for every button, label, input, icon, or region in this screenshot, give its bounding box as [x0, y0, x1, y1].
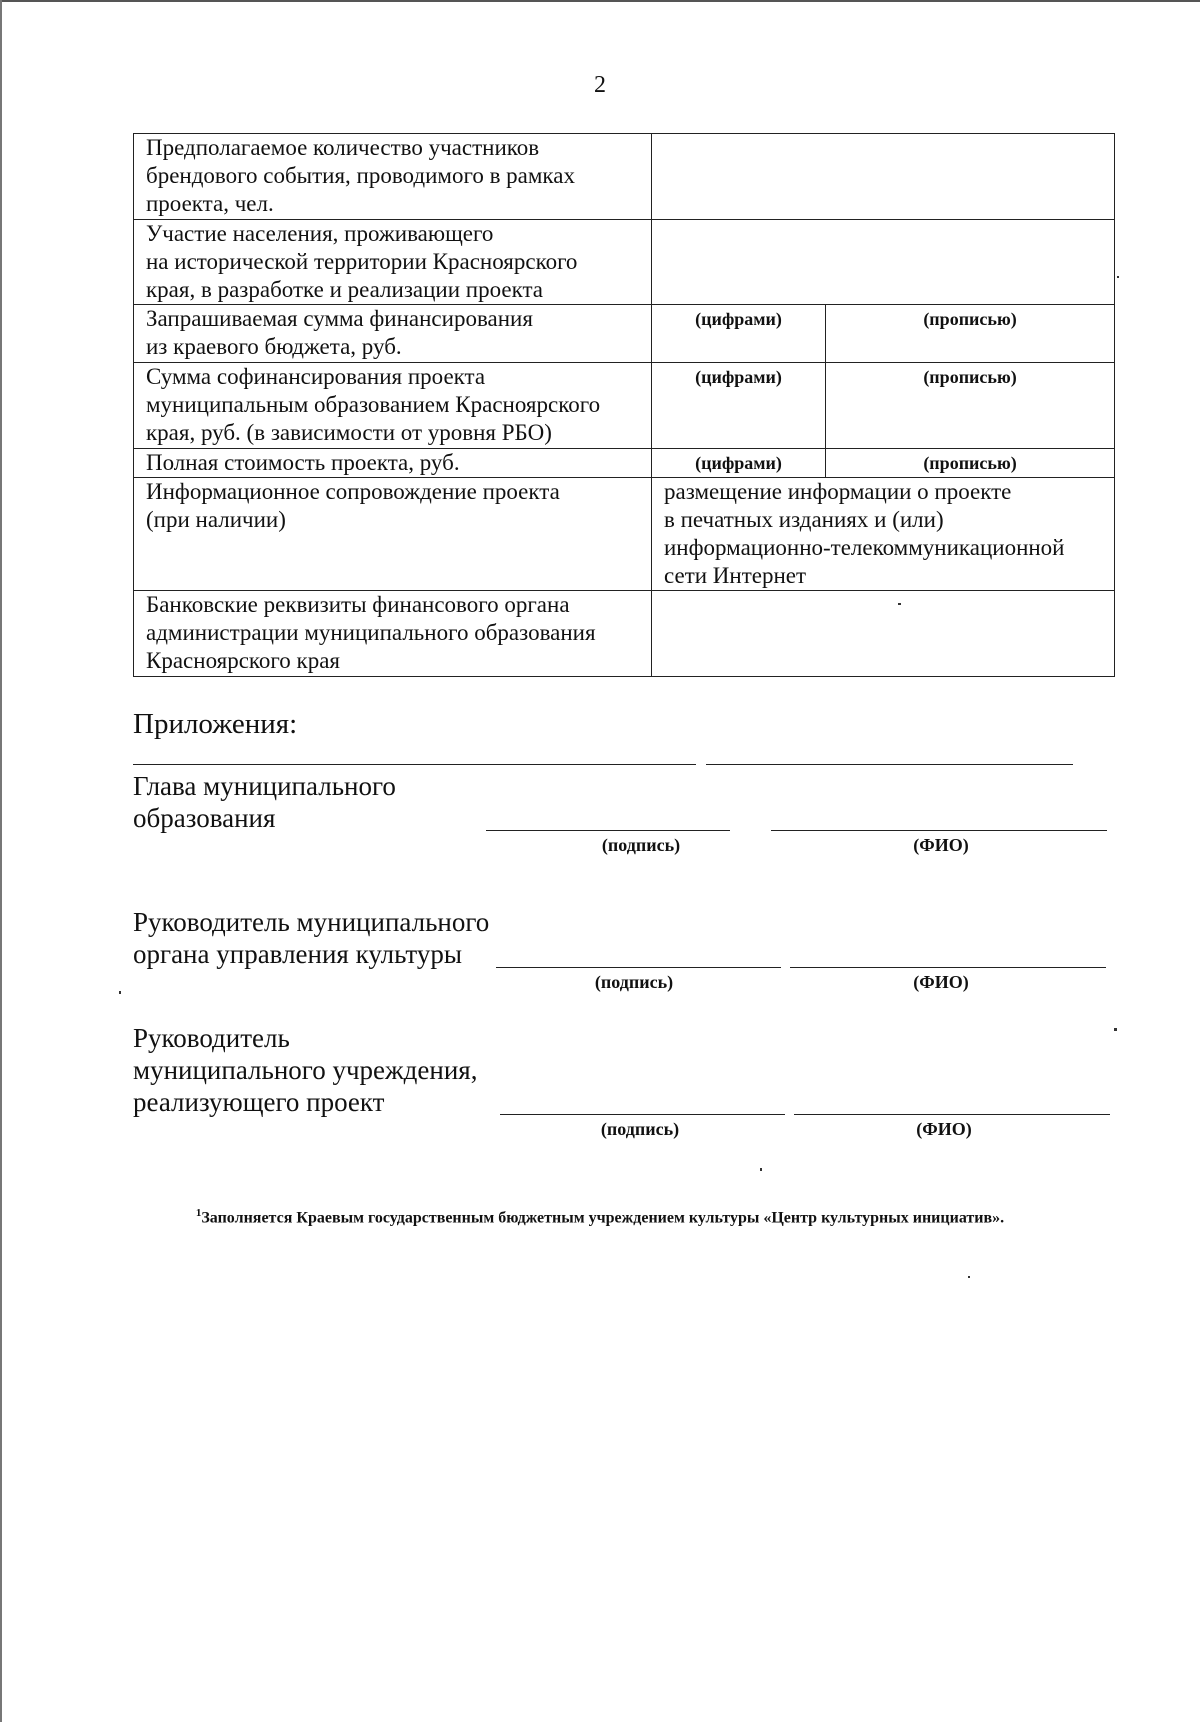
page-edge-top: [0, 0, 1200, 2]
label-line: Полная стоимость проекта, руб.: [146, 450, 460, 475]
participants-value-cell[interactable]: [652, 134, 1115, 220]
requested-amount-digits-cell[interactable]: (цифрами): [652, 305, 826, 363]
name-caption: (ФИО): [913, 972, 969, 992]
info-support-value-cell[interactable]: [652, 478, 1115, 591]
signature-label-institution-head: Руководитель муниципального учреждения, реализующего проект: [133, 1023, 478, 1117]
table-row: [134, 591, 1115, 677]
scan-speck: [898, 603, 901, 605]
scan-speck: [119, 991, 121, 994]
table-row: [134, 220, 1115, 305]
label-line: Информационное сопровождение проекта: [146, 479, 560, 504]
project-info-table: [133, 133, 1115, 677]
signature-line[interactable]: [496, 967, 781, 968]
page-number: 2: [594, 72, 606, 98]
row-label: [134, 305, 652, 363]
label-line: Участие населения, проживающего: [146, 221, 494, 246]
total-cost-words-cell[interactable]: (прописью): [826, 449, 1115, 478]
name-line[interactable]: [790, 967, 1106, 968]
label-line: Красноярского края: [146, 648, 340, 673]
signature-line[interactable]: [500, 1114, 785, 1115]
signature-label-culture-head: Руководитель муниципального органа управления культуры: [133, 907, 490, 969]
label-line: брендового события, проводимого в рамках: [146, 163, 575, 188]
footnote: [0, 1207, 1200, 1227]
signature-caption: (подпись): [601, 835, 681, 855]
row-label: [134, 449, 652, 478]
label-line: Банковские реквизиты финансового органа: [146, 592, 570, 617]
value-line: в печатных изданиях и (или): [664, 507, 944, 532]
bank-details-value-cell[interactable]: [652, 591, 1115, 677]
footnote-text: Заполняется Краевым государственным бюджетным учреждением культуры «Центр культурных инициатив».: [201, 1209, 1005, 1227]
label-line: из краевого бюджета, руб.: [146, 334, 402, 359]
label-line: проекта, чел.: [146, 191, 274, 216]
name-line[interactable]: [794, 1114, 1110, 1115]
scan-speck: [1114, 1028, 1117, 1031]
cofinancing-words-cell[interactable]: (прописью): [826, 363, 1115, 449]
label-line: администрации муниципального образования: [146, 620, 596, 645]
row-label: [134, 363, 652, 449]
value-line: сети Интернет: [664, 563, 807, 588]
page-edge-left: [0, 0, 2, 1722]
label-line: Запрашиваемая сумма финансирования: [146, 306, 533, 331]
population-participation-value-cell[interactable]: [652, 220, 1115, 305]
label-line: (при наличии): [146, 507, 286, 532]
scan-speck: [760, 1168, 762, 1171]
table-row: [134, 478, 1115, 591]
total-cost-digits-cell[interactable]: (цифрами): [652, 449, 826, 478]
signature-caption: (подпись): [594, 972, 674, 992]
value-line: размещение информации о проекте: [664, 479, 1012, 504]
attachments-title: Приложения:: [133, 708, 298, 740]
signature-line[interactable]: [486, 830, 730, 831]
signature-caption: (подпись): [600, 1119, 680, 1139]
attachment-line[interactable]: [706, 764, 1073, 765]
scan-speck: [1117, 276, 1119, 278]
row-label: [134, 478, 652, 591]
name-line[interactable]: [771, 830, 1107, 831]
cofinancing-digits-cell[interactable]: (цифрами): [652, 363, 826, 449]
label-line: Сумма софинансирования проекта: [146, 364, 486, 389]
label-line: муниципальным образованием Красноярского: [146, 392, 601, 417]
table-row: [134, 134, 1115, 220]
signature-label-head: Глава муниципального образования: [133, 771, 396, 833]
value-line: информационно-телекоммуникационной: [664, 535, 1065, 560]
row-label: [134, 591, 652, 677]
label-line: края, в разработке и реализации проекта: [146, 277, 544, 302]
scan-speck: [968, 1276, 970, 1278]
name-caption: (ФИО): [916, 1119, 972, 1139]
label-line: Предполагаемое количество участников: [146, 135, 540, 160]
table-row: [134, 305, 1115, 363]
footnote-mark: 1: [195, 1207, 202, 1219]
table-row: [134, 363, 1115, 449]
label-line: на исторической территории Красноярского: [146, 249, 578, 274]
name-caption: (ФИО): [913, 835, 969, 855]
label-line: края, руб. (в зависимости от уровня РБО): [146, 420, 552, 445]
table-row: [134, 449, 1115, 478]
attachment-line[interactable]: [133, 764, 696, 765]
row-label: [134, 220, 652, 305]
requested-amount-words-cell[interactable]: (прописью): [826, 305, 1115, 363]
row-label: [134, 134, 652, 220]
